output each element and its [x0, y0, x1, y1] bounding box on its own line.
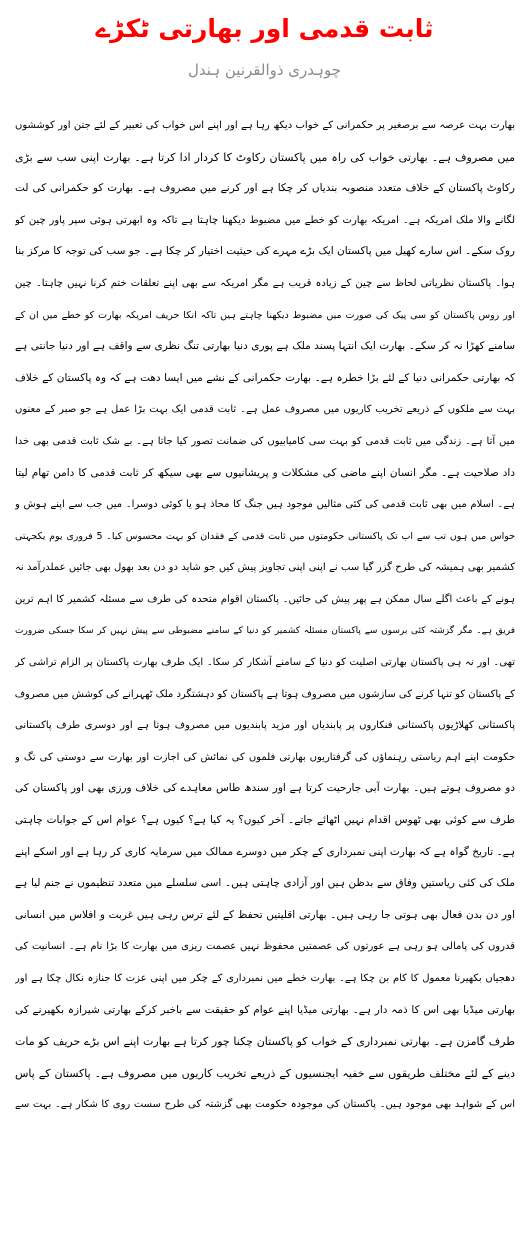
article-line: بھارت بہت عرصہ سے برصغیر پر حکمرانی کے خواب دیکھ رہا ہے اور اپنے اس خواب کی تعبیر کے لئے جتن اور کوششوں — [15, 120, 515, 131]
article-line: ہونے کے باعث اگلے سال ممکن ہے پھر پیش کی جائیں۔ پاکستان اقوام متحدہ کی طرف سے مسئلہ کشمیر کا اہم ترین — [15, 593, 515, 605]
article-line: طرف سے کوئی بھی ٹھوس اقدام نہیں اٹھائے جاتے۔ آخر کیوں؟ یہ کیا ہے؟ کیوں ہے؟ عوام اس کے جوابات چاہتی — [15, 814, 515, 827]
article-line: دینے کے لئے مختلف طریقوں سے خفیہ ایجنسیوں کے ذریعے تخریب کاریوں میں مصروف ہے۔ پاکستان کے پاس — [15, 1066, 515, 1080]
article-line: کہ بھارتی حکمرانی دنیا کے لئے بڑا خطرہ ہے۔ بھارت حکمرانی کے نشے میں ایسا دھت ہے کہ وہ پاکستان کے خلاف — [15, 371, 515, 384]
article-line: فریق ہے۔ مگر گزشتہ کئی برسوں سے پاکستان مسئلہ کشمیر کو دنیا کے سامنے مضبوطی سے پیش نہیں کر سکا جسکی ضرورت — [15, 625, 515, 636]
article-line: کشمیر بھی ہمیشہ کی طرح گزر گیا سب نے اپنی اپنی تجاویز پیش کیں جو شاید دو دن بعد بھول بھی جائیں عملدرآمد نہ — [15, 562, 515, 574]
article-line: بھارتی میڈیا بھی اس کا ذمہ دار ہے۔ بھارتی میڈیا اپنے عوام کو حقیقت سے باخبر کرکے بھارتی شیرازہ بکھیرنے کی — [15, 1003, 515, 1016]
article-line: ہے۔ اسلام میں بھی ثابت قدمی کی کئی مثالیں موجود ہیں جنگ کا محاذ ہو یا کوئی دوسرا۔ میں جب سے اپنے ہوش و — [15, 499, 515, 511]
article-line: لگانے والا ملک امریکہ ہے۔ امریکہ بھارت کو خطے میں مضبوط دیکھنا چاہتا ہے تاکہ وہ ابھرتی ہوئی سپر پاور چین کو — [15, 214, 515, 226]
article-line: اور روس پاکستان کو سی پیک کی صورت میں مضبوط دیکھنا چاہتے ہیں تاکہ انکا حریف امریکہ بھارت کو خطے میں ان کے — [15, 309, 515, 321]
article-line: اور دن بدن فعال بھی ہوتی جا رہی ہیں۔ بھارتی اقلیتیں تحفظ کے لئے ترس رہی ہیں غربت و افلاس میں انسانی — [15, 908, 515, 921]
article-line: ہے۔ تاریخ گواہ ہے کہ بھارت اپنی نمبرداری کے چکر میں دوسرے ممالک میں سرمایہ کاری کر رہا ہے اور اسکے اپنے — [15, 845, 515, 858]
article-body — [15, 110, 515, 1258]
article-title: ثابت قدمی اور بھارتی ٹکڑے — [95, 14, 434, 43]
article-line: دو مصروف ہوتے ہیں۔ بھارت آبی جارحیت کرتا ہے اور سندھ طاس معاہدے کی خلاف ورزی بھی اور پاکستان کی — [15, 782, 515, 795]
article-line: حواس میں ہوں تب سے اب تک پاکستانی حکومتوں میں ثابت قدمی کے فقدان کو بہت محسوس کیا۔ 5 فروری یوم یکجہتی — [15, 530, 515, 542]
author-byline: چوہدری ذوالقرنین ہندل — [188, 61, 341, 79]
article-line: تھی۔ اور نہ ہی پاکستان بھارتی اصلیت کو دنیا کے سامنے آشکار کر سکا۔ ایک طرف بھارت پاکستان پر الزام تراشی کر — [15, 657, 515, 669]
article-line: میں آتا ہے۔ زندگی میں ثابت قدمی کو بہت سی کامیابیوں کی ضمانت تصور کیا جاتا ہے۔ بے شک ثابت قدمی بھی خدا — [15, 435, 515, 447]
article-line: کے پاکستان کو تنہا کرنے کی سازشوں میں مصروف ہوتا ہے پاکستان کو دہشتگرد ملک ٹھہرانے کی کوشش میں مصروف — [15, 688, 515, 700]
article-line: بہت سے ملکوں کے ذریعے تخریب کاریوں میں مصروف عمل ہے۔ ثابت قدمی ایک بہت بڑا عمل ہے جو صبر کے معنوں — [15, 404, 515, 416]
article-line: اس کے شواہد بھی موجود ہیں۔ پاکستان کی موجودہ حکومت بھی گزشتہ کی طرح سست روی کا شکار ہے۔ بہت سے — [15, 1099, 515, 1111]
article-line: پاکستانی کھلاڑیوں پاکستانی فنکاروں پر پابندیاں اور مزید پابندیوں میں مصروف ہوتا ہے اور دوسری طرف پاکستانی — [15, 720, 515, 732]
article-line: داد صلاحیت ہے۔ مگر انسان اپنے ماضی کی مشکلات و پریشانیوں سے بھی سیکھ کر ثابت قدمی کا دامن تھام لیتا — [15, 466, 515, 479]
article-line: ہوا۔ پاکستان نظریاتی لحاظ سے چین کے زیادہ قریب ہے مگر امریکہ سے بھی اپنے تعلقات ختم کرنا نہیں چاہتا۔ چین — [15, 277, 515, 289]
article-line: روک سکے۔ اس سارے کھیل میں پاکستان ایک بڑے مہرے کی حیثیت اختیار کر چکا ہے۔ جو سب کی توجہ کا مرکز بنا — [15, 245, 515, 258]
article-line: ملک کی کئی ریاستیں وفاق سے بدظن ہیں اور آزادی چاہتی ہیں۔ اسی سلسلے میں متعدد تنظیموں نے جنم لیا ہے — [15, 877, 515, 890]
article-line: میں مصروف ہے۔ بھارتی خواب کی راہ میں پاکستان رکاوٹ کا کردار ادا کرتا ہے۔ بھارت اپنی سب سے بڑی — [15, 150, 515, 164]
article-line: قدروں کی پامالی ہو رہی ہے عورتوں کی عصمتیں محفوظ نہیں عصمت ریزی میں بھارت کا بڑا نام ہے۔ انسانیت کی — [15, 941, 515, 953]
article-line: رکاوٹ پاکستان کے خلاف متعدد منصوبہ بندیاں کر چکا ہے اور کرنے میں مصروف ہے۔ بھارت کو حکمرانی کی لت — [15, 182, 515, 195]
article-line: حکومت اپنے اہم ریاستی رہنماؤں کی گرفتاریوں بھارتی فلموں کی نمائش کی اجازت اور بھارت سے دوستی کی تگ و — [15, 751, 515, 763]
article-line: سامنے کھڑا نہ کر سکے۔ بھارت ایک انتہا پسند ملک ہے پوری دنیا بھارتی تنگ نظری سے واقف ہے اور دنیا جانتی ہے — [15, 340, 515, 353]
article-line: طرف گامزن ہے۔ بھارتی نمبرداری کے خواب کو پاکستان چکنا چور کرتا ہے بھارت اپنے اس بڑے حریف کو مات — [15, 1035, 515, 1049]
article-line: دھجیاں بکھیرنا معمول کا کام بن چکا ہے۔ بھارت خطے میں نمبرداری کے چکر میں اپنی عزت کا جنازہ نکال چکا ہے اور — [15, 973, 515, 985]
